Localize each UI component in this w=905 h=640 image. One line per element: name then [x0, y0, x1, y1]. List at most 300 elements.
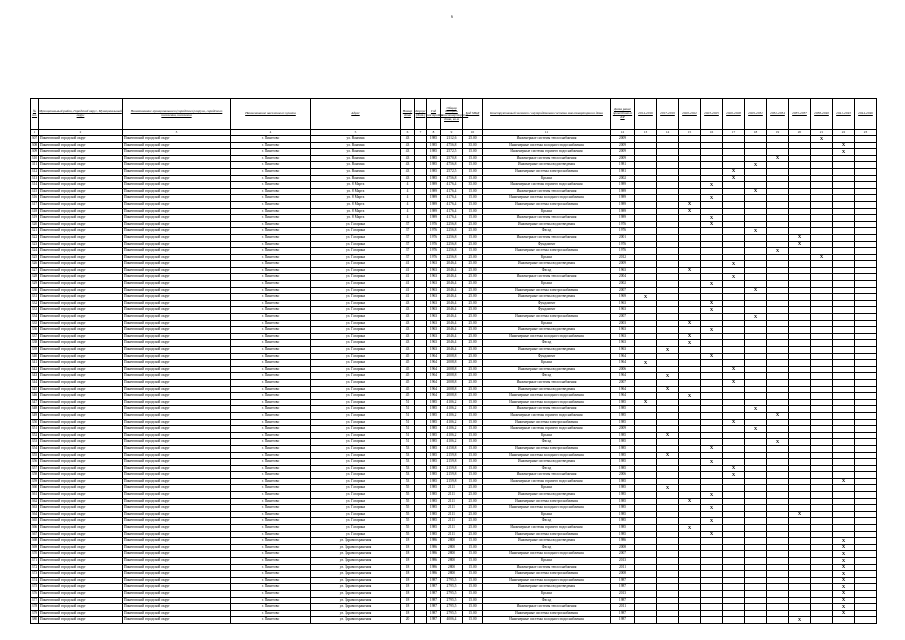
period-cell — [833, 353, 855, 360]
period-cell — [855, 465, 877, 472]
period-cell — [855, 254, 877, 261]
last-repair-cell: 2007 — [611, 551, 635, 558]
district-cell: Пинеговский городской округ — [39, 366, 123, 373]
period-cell — [701, 551, 723, 558]
row-number: 362 — [31, 498, 39, 505]
period-cell — [855, 426, 877, 433]
address-cell: ул. Здравоохранения — [311, 571, 401, 578]
period-cell — [657, 379, 679, 386]
last-repair-cell: 1987 — [611, 617, 635, 624]
area-cell: 4176,4 — [441, 188, 463, 195]
period-cell — [635, 610, 657, 617]
building-cell — [415, 478, 427, 485]
locality-cell: г. Пинегово — [231, 445, 311, 452]
period-cell — [833, 393, 855, 400]
period-cell — [745, 485, 767, 492]
address-cell: ул. Гагарина — [311, 386, 401, 393]
table-row — [31, 432, 877, 439]
period-mark: X — [679, 320, 701, 327]
period-cell — [657, 320, 679, 327]
last-repair-cell: 1964 — [611, 353, 635, 360]
settlement-cell: Пинеговский городской округ — [123, 584, 231, 591]
period-cell — [811, 307, 833, 314]
building-cell — [415, 577, 427, 584]
period-cell — [745, 597, 767, 604]
period-cell — [855, 221, 877, 228]
period-cell — [657, 234, 679, 241]
period-cell — [833, 366, 855, 373]
period-cell — [657, 525, 679, 532]
element-cell: Крыша — [483, 590, 611, 597]
period-cell — [701, 267, 723, 274]
table-row — [31, 551, 877, 558]
table-row — [31, 234, 877, 241]
period-cell — [767, 208, 789, 215]
settlement-cell: Пинеговский городской округ — [123, 558, 231, 565]
period-cell — [789, 294, 811, 301]
table-row — [31, 168, 877, 175]
period-cell — [811, 518, 833, 525]
area-cell: 2046,4 — [441, 327, 463, 334]
area-cell: 2046,4 — [441, 340, 463, 347]
last-repair-cell: 1989 — [611, 208, 635, 215]
period-cell — [855, 406, 877, 413]
settlement-cell: Пинеговский городской округ — [123, 531, 231, 538]
column-number: 4 — [231, 130, 311, 136]
area-cell: 4176,4 — [441, 182, 463, 189]
period-cell — [833, 531, 855, 538]
row-number: 355 — [31, 452, 39, 459]
settlement-cell: Пинеговский городской округ — [123, 406, 231, 413]
address-cell: ул. 8 Марта — [311, 201, 401, 208]
period-cell — [657, 610, 679, 617]
building-cell — [415, 360, 427, 367]
address-cell: ул. Гагарина — [311, 360, 401, 367]
period-cell — [833, 208, 855, 215]
area-cell: 4106,2 — [441, 426, 463, 433]
settlement-cell: Пинеговский городской округ — [123, 201, 231, 208]
period-cell — [855, 386, 877, 393]
period-cell — [767, 307, 789, 314]
building-cell — [415, 201, 427, 208]
address-cell: ул. Здравоохранения — [311, 590, 401, 597]
address-cell: ул. Гагарина — [311, 459, 401, 466]
row-number: 342 — [31, 366, 39, 373]
period-cell — [679, 505, 701, 512]
period-cell — [833, 182, 855, 189]
period-cell — [855, 511, 877, 518]
last-repair-cell: 2004 — [611, 274, 635, 281]
district-cell: Пинеговский городской округ — [39, 155, 123, 162]
period-cell — [833, 617, 855, 624]
period-cell — [833, 274, 855, 281]
district-cell: Пинеговский городской округ — [39, 472, 123, 479]
settlement-cell: Пинеговский городской округ — [123, 485, 231, 492]
column-header: Общая площадь многоквартирного дома, кв.м — [441, 99, 463, 130]
area-cell: 2008,8 — [441, 353, 463, 360]
period-cell — [723, 320, 745, 327]
mkd-code-cell: 25.00 — [463, 498, 483, 505]
table-row — [31, 215, 877, 222]
period-cell — [855, 248, 877, 255]
period-cell — [855, 241, 877, 248]
locality-cell: г. Пинегово — [231, 340, 311, 347]
building-cell — [415, 379, 427, 386]
locality-cell: г. Пинегово — [231, 333, 311, 340]
period-cell — [833, 228, 855, 235]
locality-cell: г. Пинегово — [231, 617, 311, 624]
period-cell — [745, 248, 767, 255]
house-number-cell: 4 — [401, 195, 415, 202]
building-cell — [415, 215, 427, 222]
period-cell — [811, 445, 833, 452]
address-cell: ул. Гагарина — [311, 353, 401, 360]
district-cell: Пинеговский городской округ — [39, 267, 123, 274]
mkd-code-cell: 25.00 — [463, 274, 483, 281]
year-built-cell: 1976 — [427, 234, 441, 241]
year-built-cell: 1976 — [427, 228, 441, 235]
element-cell: Инженерные системы водоотведения — [483, 327, 611, 334]
table-row — [31, 393, 877, 400]
row-number: 361 — [31, 492, 39, 499]
last-repair-cell: 1989 — [611, 182, 635, 189]
period-cell — [745, 478, 767, 485]
area-cell: 4106,2 — [441, 399, 463, 406]
district-cell: Пинеговский городской округ — [39, 525, 123, 532]
address-cell: ул. Здравоохранения — [311, 544, 401, 551]
building-cell — [415, 445, 427, 452]
column-header: Номер дома — [401, 99, 415, 130]
building-cell — [415, 340, 427, 347]
mkd-code-cell: 25.00 — [463, 531, 483, 538]
last-repair-cell: 1987 — [611, 584, 635, 591]
row-number: 370 — [31, 551, 39, 558]
period-cell — [723, 544, 745, 551]
period-cell — [701, 228, 723, 235]
period-cell — [789, 558, 811, 565]
area-cell: 2572,5 — [441, 149, 463, 156]
building-cell — [415, 307, 427, 314]
period-mark: X — [833, 577, 855, 584]
period-cell — [745, 432, 767, 439]
period-cell — [679, 597, 701, 604]
period-cell — [789, 287, 811, 294]
element-cell: Инженерные системы электроснабжения — [483, 571, 611, 578]
period-cell — [833, 399, 855, 406]
address-cell: ул. Гагарина — [311, 452, 401, 459]
locality-cell: г. Пинегово — [231, 412, 311, 419]
element-cell: Инженерные системы водоотведения — [483, 261, 611, 268]
house-number-cell: 41 — [401, 281, 415, 288]
period-cell — [723, 201, 745, 208]
building-cell — [415, 538, 427, 545]
period-cell — [789, 320, 811, 327]
period-cell — [811, 610, 833, 617]
element-cell: Крыша — [483, 320, 611, 327]
address-cell: ул. Гагарина — [311, 228, 401, 235]
period-cell — [701, 485, 723, 492]
row-number: 313 — [31, 175, 39, 182]
address-cell: ул. Гагарина — [311, 406, 401, 413]
element-cell: Инженерные системы водоотведения — [483, 459, 611, 466]
period-cell — [811, 485, 833, 492]
row-number: 371 — [31, 558, 39, 565]
address-cell: ул. 8 Марта — [311, 215, 401, 222]
building-cell — [415, 610, 427, 617]
year-built-cell: 1985 — [427, 432, 441, 439]
period-cell — [679, 287, 701, 294]
house-number-cell: 55 — [401, 531, 415, 538]
settlement-cell: Пинеговский городской округ — [123, 426, 231, 433]
settlement-cell: Пинеговский городской округ — [123, 452, 231, 459]
area-cell: 4106,2 — [441, 439, 463, 446]
mkd-code-cell: 25.00 — [463, 505, 483, 512]
year-built-cell: 1985 — [427, 155, 441, 162]
locality-cell: г. Пинегово — [231, 478, 311, 485]
period-cell — [723, 393, 745, 400]
period-cell — [701, 432, 723, 439]
house-number-cell: 45 — [401, 393, 415, 400]
table-row — [31, 353, 877, 360]
settlement-cell: Пинеговский городской округ — [123, 287, 231, 294]
row-number: 353 — [31, 439, 39, 446]
column-number: 6 — [401, 130, 415, 136]
house-number-cell: 43 — [401, 149, 415, 156]
period-cell — [767, 182, 789, 189]
period-mark: X — [701, 307, 723, 314]
period-mark: X — [811, 254, 833, 261]
period-cell — [635, 261, 657, 268]
period-cell — [767, 360, 789, 367]
last-repair-cell: 1986 — [611, 538, 635, 545]
column-number: 13 — [635, 130, 657, 136]
period-cell — [855, 320, 877, 327]
period-mark: X — [833, 149, 855, 156]
period-cell — [833, 327, 855, 334]
period-cell — [811, 168, 833, 175]
period-cell — [657, 287, 679, 294]
period-cell — [745, 208, 767, 215]
mkd-code-cell: 15.00 — [463, 558, 483, 565]
row-number: 341 — [31, 360, 39, 367]
period-cell — [745, 492, 767, 499]
last-repair-cell: 1989 — [611, 195, 635, 202]
period-cell — [833, 419, 855, 426]
table-row — [31, 531, 877, 538]
row-number: 334 — [31, 314, 39, 321]
year-built-cell: 1963 — [427, 300, 441, 307]
period-cell — [855, 551, 877, 558]
period-cell — [833, 498, 855, 505]
period-cell — [855, 393, 877, 400]
period-mark: X — [745, 228, 767, 235]
period-mark: X — [833, 478, 855, 485]
house-number-cell: 43 — [401, 333, 415, 340]
area-cell: 2046,4 — [441, 320, 463, 327]
period-mark: X — [833, 551, 855, 558]
period-cell — [833, 300, 855, 307]
locality-cell: г. Пинегово — [231, 261, 311, 268]
settlement-cell: Пинеговский городской округ — [123, 327, 231, 334]
element-cell: Инженерные системы теплоснабжения — [483, 136, 611, 143]
year-built-cell: 1987 — [427, 597, 441, 604]
year-built-cell: 1963 — [427, 340, 441, 347]
period-cell — [789, 366, 811, 373]
period-cell — [811, 597, 833, 604]
building-cell — [415, 459, 427, 466]
element-cell: Инженерные системы водоотведения — [483, 386, 611, 393]
building-cell — [415, 498, 427, 505]
last-repair-cell: 2013 — [611, 590, 635, 597]
period-cell — [679, 274, 701, 281]
period-cell — [767, 432, 789, 439]
period-cell — [767, 221, 789, 228]
period-mark: X — [767, 412, 789, 419]
period-cell — [723, 188, 745, 195]
district-cell: Пинеговский городской округ — [39, 136, 123, 143]
element-cell: Инженерные системы холодного водоснабжения — [483, 505, 611, 512]
period-cell — [635, 353, 657, 360]
table-row — [31, 149, 877, 156]
mkd-code-cell: 15.00 — [463, 201, 483, 208]
settlement-cell: Пинеговский городской округ — [123, 386, 231, 393]
district-cell: Пинеговский городской округ — [39, 498, 123, 505]
period-cell — [723, 149, 745, 156]
period-cell — [701, 571, 723, 578]
period-cell — [855, 472, 877, 479]
period-cell — [701, 577, 723, 584]
period-cell — [833, 465, 855, 472]
table-row — [31, 571, 877, 578]
locality-cell: г. Пинегово — [231, 320, 311, 327]
district-cell: Пинеговский городской округ — [39, 162, 123, 169]
period-cell — [855, 175, 877, 182]
element-cell: Фасад — [483, 439, 611, 446]
period-cell — [745, 538, 767, 545]
settlement-cell: Пинеговский городской округ — [123, 195, 231, 202]
element-cell: Инженерные системы холодного водоснабжения — [483, 452, 611, 459]
column-number: 10 — [463, 130, 483, 136]
mkd-code-cell: 15.00 — [463, 175, 483, 182]
period-cell — [723, 531, 745, 538]
locality-cell: г. Пинегово — [231, 228, 311, 235]
address-cell: ул. Здравоохранения — [311, 610, 401, 617]
period-cell — [635, 366, 657, 373]
mkd-code-cell: 25.00 — [463, 366, 483, 373]
period-cell — [635, 452, 657, 459]
year-built-cell: 1989 — [427, 208, 441, 215]
period-cell — [833, 492, 855, 499]
period-cell — [811, 544, 833, 551]
settlement-cell: Пинеговский городской округ — [123, 149, 231, 156]
building-cell — [415, 426, 427, 433]
period-cell — [635, 406, 657, 413]
period-cell — [855, 208, 877, 215]
period-cell — [657, 604, 679, 611]
last-repair-cell: 1989 — [611, 201, 635, 208]
year-built-cell: 1963 — [427, 333, 441, 340]
locality-cell: г. Пинегово — [231, 386, 311, 393]
mkd-code-cell: 15.00 — [463, 571, 483, 578]
table-row — [31, 498, 877, 505]
house-number-cell: 43 — [401, 175, 415, 182]
element-cell: Фундамент — [483, 241, 611, 248]
period-cell — [855, 136, 877, 143]
period-cell — [679, 136, 701, 143]
period-cell — [657, 597, 679, 604]
period-cell — [657, 426, 679, 433]
building-cell — [415, 604, 427, 611]
settlement-cell: Пинеговский городской округ — [123, 281, 231, 288]
settlement-cell: Пинеговский городской округ — [123, 373, 231, 380]
period-cell — [767, 617, 789, 624]
row-number: 366 — [31, 525, 39, 532]
table-row — [31, 459, 877, 466]
period-cell — [745, 379, 767, 386]
period-cell — [767, 445, 789, 452]
building-cell — [415, 406, 427, 413]
table-row — [31, 544, 877, 551]
table-row — [31, 597, 877, 604]
table-row — [31, 281, 877, 288]
period-cell — [745, 544, 767, 551]
period-cell — [745, 518, 767, 525]
period-cell — [833, 373, 855, 380]
period-cell — [679, 261, 701, 268]
period-cell — [679, 426, 701, 433]
period-cell — [767, 294, 789, 301]
period-cell — [767, 215, 789, 222]
settlement-cell: Пинеговский городской округ — [123, 221, 231, 228]
district-cell: Пинеговский городской округ — [39, 201, 123, 208]
mkd-code-cell: 25.00 — [463, 267, 483, 274]
period-cell — [745, 333, 767, 340]
period-cell — [679, 142, 701, 149]
period-cell — [811, 406, 833, 413]
address-cell: ул. Вангина — [311, 149, 401, 156]
period-cell — [635, 564, 657, 571]
period-cell — [635, 617, 657, 624]
year-built-cell: 1985 — [427, 439, 441, 446]
element-cell: Крыша — [483, 360, 611, 367]
settlement-cell: Пинеговский городской округ — [123, 320, 231, 327]
house-number-cell: 51 — [401, 419, 415, 426]
last-repair-cell: 1985 — [611, 531, 635, 538]
period-cell — [811, 155, 833, 162]
year-built-cell: 1985 — [427, 136, 441, 143]
period-cell — [789, 459, 811, 466]
mkd-code-cell: 15.00 — [463, 208, 483, 215]
address-cell: ул. Гагарина — [311, 379, 401, 386]
period-cell — [701, 590, 723, 597]
district-cell: Пинеговский городской округ — [39, 373, 123, 380]
period-cell — [635, 267, 657, 274]
locality-cell: г. Пинегово — [231, 182, 311, 189]
period-cell — [679, 445, 701, 452]
period-cell — [767, 353, 789, 360]
row-number: 374 — [31, 577, 39, 584]
period-cell — [855, 327, 877, 334]
element-cell: Инженерные системы холодного водоснабжения — [483, 551, 611, 558]
period-cell — [635, 201, 657, 208]
column-number: 12 — [611, 130, 635, 136]
period-cell — [679, 327, 701, 334]
period-cell — [855, 373, 877, 380]
period-cell — [679, 221, 701, 228]
period-cell — [789, 432, 811, 439]
element-cell: Фасад — [483, 544, 611, 551]
column-number: 7 — [415, 130, 427, 136]
